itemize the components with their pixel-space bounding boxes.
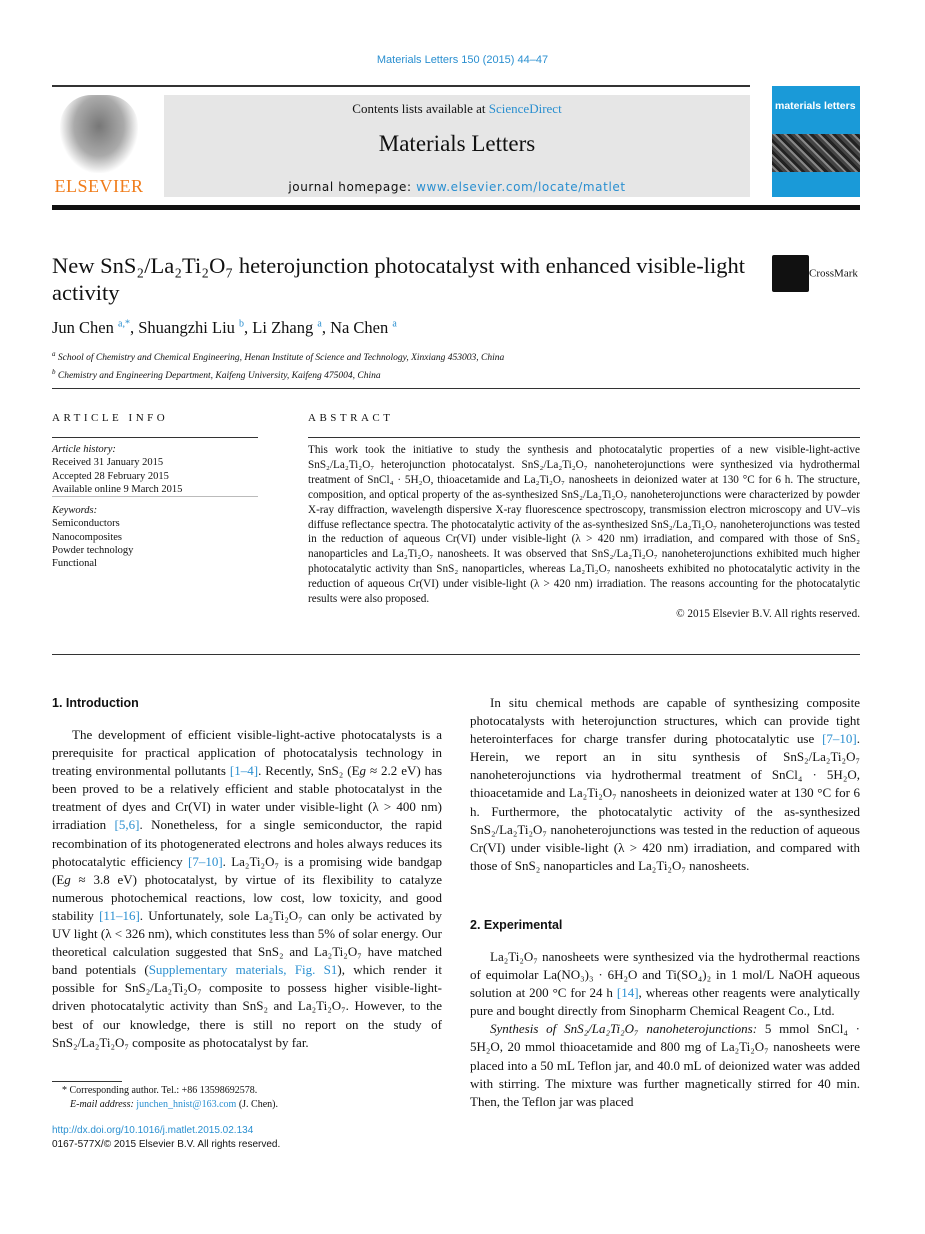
divider	[52, 85, 750, 87]
homepage-line	[164, 180, 750, 194]
footnote	[52, 1084, 278, 1112]
homepage-label: journal homepage:	[288, 180, 417, 194]
email-line	[52, 1098, 278, 1112]
experimental-column	[470, 948, 860, 1111]
citation-link[interactable]: [1–4]	[229, 763, 259, 779]
text-segment: ≈ 2.2 eV) has been proved to be a relatively efficient and stable photocatalyst in the treatment of dyes and Cr(VI) in water under visible-light (λ > 400 nm) irradiation	[52, 763, 443, 833]
paragraph	[470, 948, 860, 1020]
abstract-copyright: © 2015 Elsevier B.V. All rights reserved.	[676, 607, 860, 620]
text-segment: . La₂Ti₂O₇ is a promising wide bandgap (E	[52, 853, 442, 887]
issn-copyright: 0167-577X/© 2015 Elsevier B.V. All rights reserved.	[52, 1139, 281, 1150]
cover-title: materials letters	[775, 100, 856, 112]
history-item: Received 31 January 2015	[52, 457, 164, 469]
citation-link[interactable]: [5,6]	[114, 817, 140, 833]
citation-link[interactable]: [7–10]	[187, 853, 223, 869]
sciencedirect-link[interactable]: ScienceDirect	[488, 101, 562, 116]
text-segment: . Nonetheless, for a single semiconductor, the rapid recombination of its photogenerated electrons and holes always reduces its photocatalytic efficiency	[52, 817, 442, 869]
right-column	[470, 694, 860, 875]
keyword: Semiconductors	[52, 518, 120, 530]
corresponding-author: * Corresponding author. Tel.: +86 13598692578.	[62, 1085, 258, 1096]
text-segment: 5 mmol SnCl₄ · 5H₂O, 20 mmol thioacetamide and 800 mg of La₂Ti₂O₇ nanosheets were placed into a 50 mL Teflon jar, and 40.0 mL of deionized water was added with stirring. The mixture was further magnetically stirred for 40 min. Then, the Teflon jar was placed	[470, 1021, 860, 1109]
author-affiliation-link[interactable]: a,*	[118, 318, 130, 330]
text-segment: . Herein, we report an in situ synthesis of SnS₂/La₂Ti₂O₇ nanoheterojunctions via hydrothermal treatment of SnCl₄ · 5H₂O, thioacetamide and La₂Ti₂O₇ nanosheets in deionized water at 130 °C for 6 h. Furthermore, the photocatalytic activity of the as-synthesized SnS₂/La₂Ti₂O₇ nanoheterojunctions was tested in the reduction of aqueous Cr(VI) under visible-light (λ > 420 nm) irradiation, and compared with those of SnS₂ nanoparticles and La₂Ti₂O₇ nanosheets.	[470, 731, 860, 873]
email-suffix: (J. Chen).	[236, 1099, 278, 1110]
citation-link[interactable]: [7–10]	[822, 731, 857, 747]
cover-image	[772, 134, 860, 172]
affiliation	[52, 348, 504, 366]
italic-text: Synthesis of SnS₂/La₂Ti₂O₇ nanoheterojunctions:	[490, 1021, 758, 1037]
doi-block	[52, 1124, 280, 1152]
elsevier-wordmark: ELSEVIER	[54, 176, 144, 196]
text-segment: , whereas other reagents were analytically pure and bought directly from Sinopharm Chemical Reagent Co., Ltd.	[470, 985, 860, 1019]
author: Shuangzhi Liu	[138, 318, 235, 337]
keyword: Nanocomposites	[52, 531, 122, 543]
email-link[interactable]: junchen_hnist@163.com	[136, 1099, 237, 1110]
author-affiliation-link[interactable]: b	[239, 318, 245, 330]
journal-name: Materials Letters	[378, 131, 536, 156]
crossmark-button[interactable]	[772, 255, 858, 292]
paragraph	[470, 694, 860, 875]
text-segment: . Unfortunately, sole La₂Ti₂O₇ can only be activated by UV light (λ < 326 nm), which constitutes less than 5% of solar energy. Our theoretical calculation suggested that SnS₂ and La₂Ti₂O₇ have matched band potentials (	[52, 907, 442, 978]
citation-link[interactable]: [11–16]	[99, 907, 140, 923]
contents-label: Contents lists available at	[352, 101, 489, 116]
section-heading-introduction: 1. Introduction	[52, 696, 139, 710]
elsevier-logo[interactable]	[52, 95, 146, 197]
history-item: Available online 9 March 2015	[52, 483, 183, 495]
abstract-text: This work took the initiative to study the synthesis and photocatalytic properties of a new visible-light-active SnS₂/La₂Ti₂O₇ heterojunction photocatalyst. SnS₂/La₂Ti₂O₇ nanoheterojunctions were synthesized via hydrothermal treatment of SnCl₄ · 5H₂O, thioacetamide and La₂Ti₂O₇ nanosheets in deionized water at 130 °C for 6 h. The structure, composition, and optical property of the as-synthesized SnS₂/La₂Ti₂O₇ nanoheterojunctions were characterized by powder X-ray diffraction, wavelength dispersive X-ray fluorescence spectroscopy, transmission electron microscopy and UV–vis diffuse reflectance spectra. The photocatalytic activity of the as-synthesized SnS₂/La₂Ti₂O₇ nanoheterojunctions was tested in the reduction of aqueous Cr(VI) under visible-light (λ > 420 nm) irradiation, and compared with those of SnS₂ nanoparticles and La₂Ti₂O₇ nanosheets. It was observed that SnS₂/La₂Ti₂O₇ nanoheterojunctions exhibited much higher photocatalytic activity than SnS₂ nanoparticles, whereas La₂Ti₂O₇ nanosheets exhibited no photocatalytic activity in the reduction of aqueous Cr(VI) under visible-light (λ > 420 nm) irradiation. The reasons accounting for the photocatalytic results were also proposed.	[308, 444, 860, 606]
affiliations	[52, 348, 504, 383]
crossmark-icon	[772, 255, 809, 292]
section-heading-experimental: 2. Experimental	[470, 918, 563, 932]
citation-link[interactable]: Supplementary materials, Fig. S1	[148, 962, 338, 978]
text-segment: . Recently, SnS₂ (E	[258, 763, 360, 779]
text-segment: ≈ 3.8 eV) photocatalyst, by virtue of its flexibility to catalyze numerous photochemical reactions, low cost, low toxicity, and good stability	[52, 871, 442, 923]
keyword: Powder technology	[52, 545, 134, 557]
divider	[52, 205, 860, 210]
journal-banner	[164, 95, 750, 197]
contents-line	[164, 101, 750, 117]
author-list: Jun Chen $^{a,*}$, Shuangzhi Liu $^b$, Li Zhang $^a$, Na Chen $^a$	[52, 318, 397, 337]
keywords-label: Keywords:	[52, 505, 98, 517]
text-segment: In situ chemical methods are capable of synthesizing composite photocatalysts with heterojunction structures, which can provide tight heterointerfaces for charge transfer during photocatalytic use	[470, 695, 860, 747]
italic-text: g	[64, 871, 71, 887]
article-info-heading: ARTICLE INFO	[52, 412, 169, 424]
divider	[308, 437, 860, 438]
author: Jun Chen	[52, 318, 114, 337]
paragraph	[52, 726, 442, 1052]
affiliation-mark: a	[52, 350, 56, 358]
citation-link[interactable]: [14]	[616, 985, 639, 1001]
divider	[52, 388, 860, 389]
divider	[52, 437, 258, 438]
affiliation-text: Chemistry and Engineering Department, Kaifeng University, Kaifeng 475004, China	[57, 370, 381, 381]
italic-text: g	[359, 763, 367, 779]
affiliation-mark: b	[52, 367, 56, 376]
paragraph	[470, 1020, 860, 1110]
divider	[52, 654, 860, 655]
abstract-heading: ABSTRACT	[308, 412, 394, 424]
journal-cover[interactable]	[772, 86, 860, 197]
author-affiliation-link[interactable]: a	[392, 318, 397, 330]
article-title: New SnS₂/La₂Ti₂O₇ heterojunction photocatalyst with enhanced visible-light activity	[52, 253, 745, 305]
text-segment: La₂Ti₂O₇ nanosheets were synthesized via the hydrothermal reactions of equimolar La(NO₃)₃ · 6H₂O and Ti(SO₄)₂ in 1 mol/L NaOH aqueous solution at 200 °C for 24 h	[470, 949, 860, 1001]
history-label: Article history:	[52, 444, 116, 455]
footnote-divider	[52, 1081, 122, 1082]
author: Na Chen	[330, 318, 389, 337]
affiliation-text: School of Chemistry and Chemical Engineering, Henan Institute of Science and Technology, Xinxiang 453003, China	[57, 353, 505, 364]
text-segment: The development of efficient visible-light-active photocatalysts is a prerequisite for practical application of photocatalysis technology in treating environmental pollutants	[52, 727, 442, 779]
journal-reference-link[interactable]: Materials Letters 150 (2015) 44–47	[376, 54, 549, 66]
author-affiliation-link[interactable]: a	[317, 318, 322, 330]
text-segment: ), which render it possible for SnS₂/La₂Ti₂O₇ composite to possess higher visible-light-driven photocatalytic activity than SnS₂ and La₂Ti₂O₇. However, to the best of our knowledge, there is still no report on the study of SnS₂/La₂Ti₂O₇ composite as photocatalyst by far.	[52, 962, 442, 1050]
affiliation	[52, 366, 504, 384]
email-label: E-mail address:	[70, 1099, 137, 1110]
elsevier-tree-icon	[60, 95, 138, 173]
history-item: Accepted 28 February 2015	[52, 470, 169, 482]
article-info	[52, 443, 258, 571]
doi-link[interactable]: http://dx.doi.org/10.1016/j.matlet.2015.02.134	[52, 1125, 254, 1136]
keyword: Functional	[52, 558, 97, 570]
author: Li Zhang	[252, 318, 314, 337]
abstract	[308, 443, 860, 622]
crossmark-label: CrossMark	[809, 267, 858, 280]
intro-column	[52, 726, 442, 1052]
homepage-link[interactable]: www.elsevier.com/locate/matlet	[416, 180, 626, 194]
